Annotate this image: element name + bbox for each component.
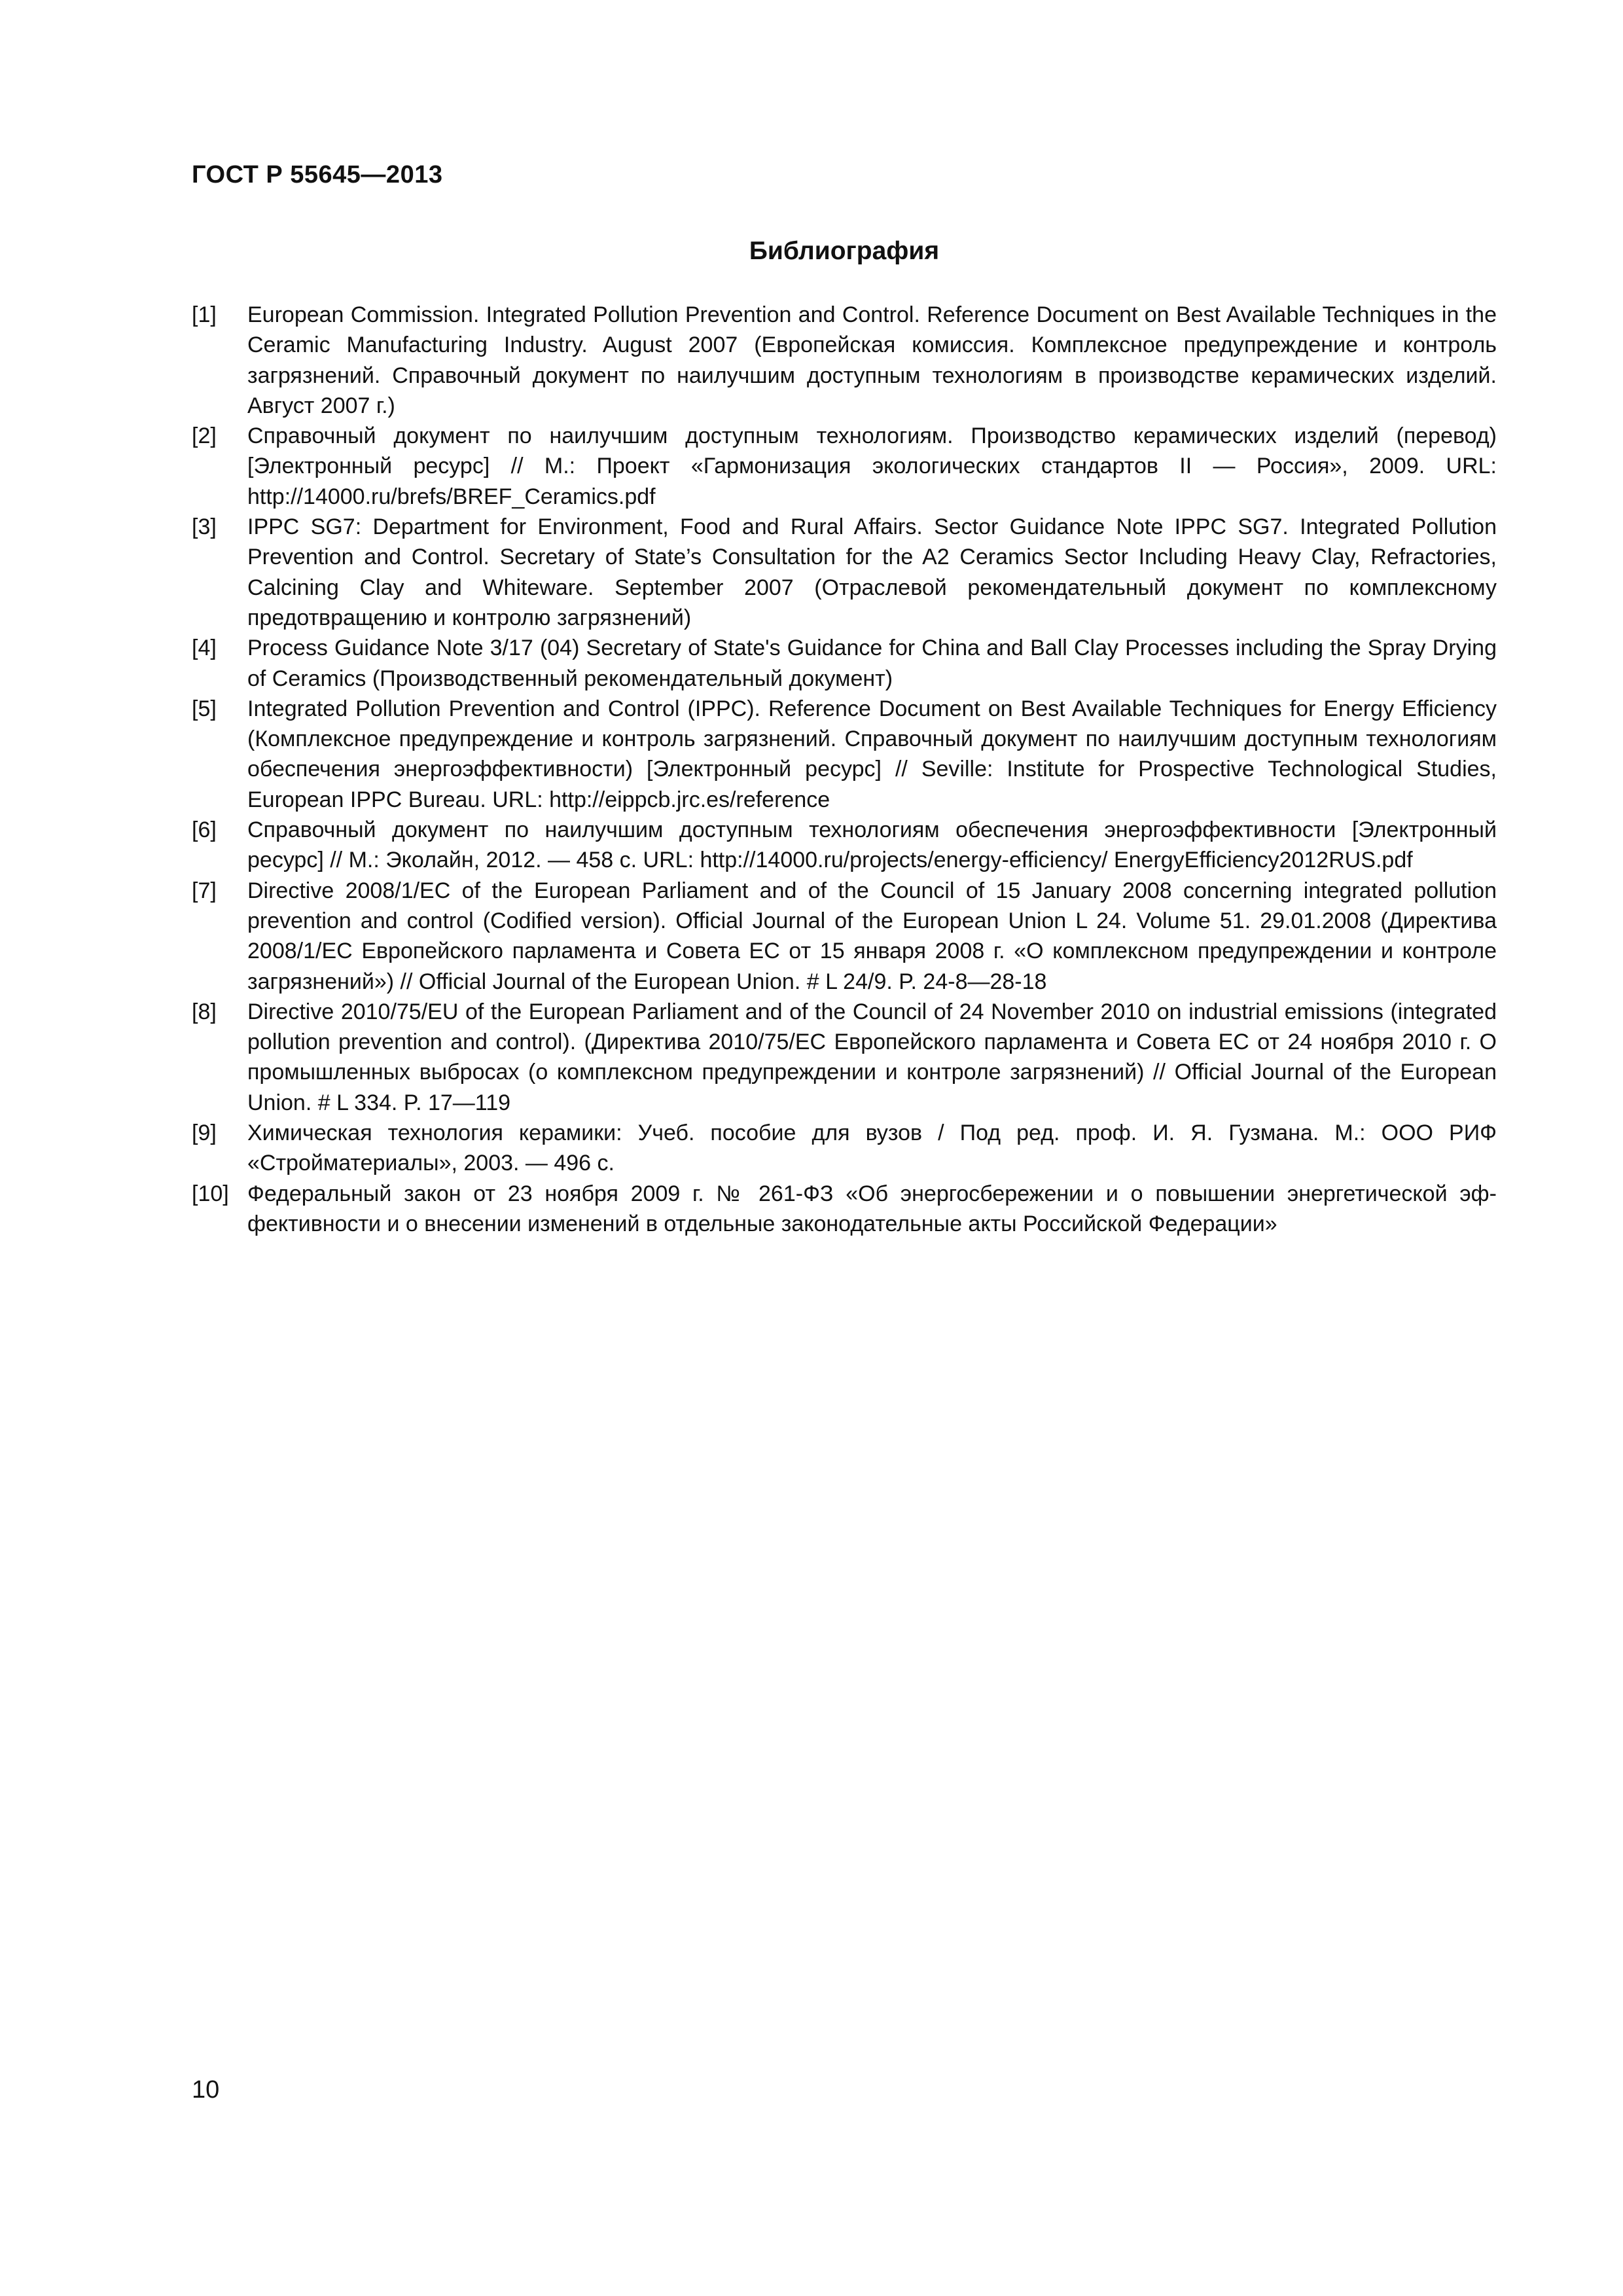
bibliography-item xyxy=(192,815,1497,876)
reference-number: [9] xyxy=(192,1121,217,1146)
reference-number: [6] xyxy=(192,817,217,843)
reference-number: [10] xyxy=(192,1181,229,1206)
reference-number: [3] xyxy=(192,514,217,540)
reference-text: Справочный документ по наилучшим доступным технологиям. Производство керамических изделий (перевод) [Электронный ресурс] // М.: Проект «Гармонизация экологических стандартов II — Россия», 2009. URL: http://14000.ru/brefs/BREF_Ceramics.pdf xyxy=(247,423,1497,509)
reference-text: Справочный документ по наилучшим доступным технологиям обеспечения энергоэффективности [Электронный ресурс] // М.: Эколайн, 2012. — 458 с. URL: http://14000.ru/projects/energy-efficiency/ EnergyEfficiency2012RUS.pdf xyxy=(247,817,1497,873)
bibliography-list xyxy=(192,300,1497,1239)
reference-number: [8] xyxy=(192,999,217,1024)
page-number: 10 xyxy=(192,2076,220,2104)
reference-text: Федеральный закон от 23 ноября 2009 г. № 261-ФЗ «Об энергосбережении и о повышении энергетической эффективности и о внесении изменений в отдельные законодательные акты Российской Федерации» xyxy=(247,1181,1497,1236)
bibliography-item xyxy=(192,876,1497,997)
reference-number: [4] xyxy=(192,636,217,661)
reference-text: IPPC SG7: Department for Environment, Food and Rural Affairs. Sector Guidance Note IPPC SG7. Integrated Pollution Prevention and Control. Secretary of State’s Consultation for the A2 Ceramics Sector Including Heavy Clay, Refractories, Calcining Clay and Whiteware. September 2007 (Отраслевой рекомендательный документ по комплексному предотвращению и контролю загрязнений) xyxy=(247,514,1497,630)
reference-text: European Commission. Integrated Pollution Prevention and Control. Reference Document on Best Available Techniques in the Ceramic Manufacturing Industry. August 2007 (Европейская комиссия. Комплексное предупреждение и контроль загрязнений. Справочный документ по наилучшим доступным технологиям в производстве керамических изделий. Август 2007 г.) xyxy=(247,302,1497,418)
reference-text: Process Guidance Note 3/17 (04) Secretary of State's Guidance for China and Ball Clay Processes including the Spray Drying of Ceramics (Производственный рекомендательный документ) xyxy=(247,636,1497,691)
reference-number: [7] xyxy=(192,878,217,903)
reference-text: Integrated Pollution Prevention and Control (IPPC). Reference Document on Best Available Techniques for Energy Efficiency (Комплексное предупреждение и контроль загрязнений. Справочный документ по наилучшим доступным технологиям обеспечения энергоэффективности) [Электронный ресурс] // Seville: Institute for Prospective Technological Studies, European IPPC Bureau. URL: http://eippcb.jrc.es/reference xyxy=(247,696,1497,812)
bibliography-item xyxy=(192,512,1497,633)
reference-number: [2] xyxy=(192,423,217,449)
bibliography-item xyxy=(192,300,1497,421)
bibliography-item xyxy=(192,633,1497,694)
bibliography-item xyxy=(192,421,1497,512)
reference-text: Directive 2008/1/EC of the European Parliament and of the Council of 15 January 2008 concerning integrated pollution prevention and control (Codified version). Official Journal of the European Union L 24. Volume 51. 29.01.2008 (Директива 2008/1/ЕС Европейского парламента и Совета ЕС от 15 января 2008 г. «О комплексном предупреждении и контроле загрязнений») // Official Journal of the European Union. # L 24/9. P. 24-8—28-18 xyxy=(247,878,1497,994)
bibliography-item xyxy=(192,1179,1497,1240)
section-title: Библиография xyxy=(749,237,940,265)
reference-text: Directive 2010/75/EU of the European Parliament and of the Council of 24 November 2010 on industrial emissions (integrated pollution prevention and control). (Директива 2010/75/ЕС Европейского парламента и Совета ЕС от 24 ноября 2010 г. О промышленных выбросах (о комплексном предупреждении и контроле загрязнений) // Official Journal of the European Union. # L 334. P. 17—119 xyxy=(247,999,1497,1115)
bibliography-item xyxy=(192,694,1497,815)
bibliography-item xyxy=(192,997,1497,1118)
reference-number: [5] xyxy=(192,696,217,721)
reference-text: Химическая технология керамики: Учеб. пособие для вузов / Под ред. проф. И. Я. Гузмана. М.: ООО РИФ «Стройматериалы», 2003. — 496 с. xyxy=(247,1121,1497,1176)
reference-number: [1] xyxy=(192,302,217,327)
bibliography-item xyxy=(192,1118,1497,1179)
document-code-header: ГОСТ Р 55645—2013 xyxy=(192,161,443,188)
